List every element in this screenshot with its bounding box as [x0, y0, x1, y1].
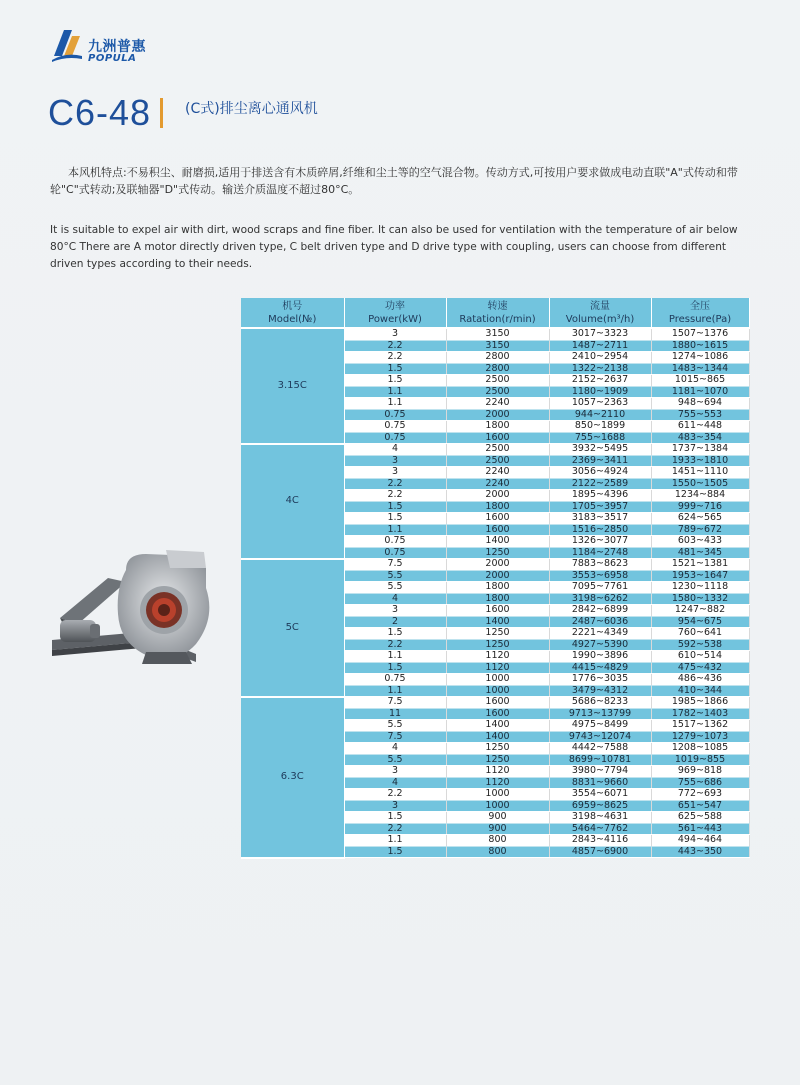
pressure-cell: 1247~882 [651, 605, 749, 617]
rotation-cell: 1120 [446, 662, 549, 674]
pressure-cell: 611~448 [651, 421, 749, 433]
rotation-cell: 2800 [446, 352, 549, 364]
rotation-cell: 1600 [446, 524, 549, 536]
model-cell: 5C [241, 559, 344, 697]
power-cell: 1.5 [344, 375, 446, 387]
power-cell: 3 [344, 455, 446, 467]
pressure-cell: 1208~1085 [651, 743, 749, 755]
pressure-cell: 1880~1615 [651, 340, 749, 352]
description-cn: 本风机特点:不易积尘、耐磨损,适用于排送含有木质碎屑,纤维和尘土等的空气混合物。传动方式,可按用户要求做成电动直联"A"式传动和带轮"C"式转动;及联轴器"D"式传动。输送介质温度不超过80°C。 [50, 166, 738, 196]
rotation-cell: 1250 [446, 743, 549, 755]
pressure-cell: 1181~1070 [651, 386, 749, 398]
power-cell: 3 [344, 605, 446, 617]
pressure-cell: 755~686 [651, 777, 749, 789]
header-power: 功率 Power(kW) [344, 298, 446, 328]
rotation-cell: 1120 [446, 777, 549, 789]
pressure-cell: 1279~1073 [651, 731, 749, 743]
rotation-cell: 2800 [446, 363, 549, 375]
title-divider [160, 98, 163, 128]
pressure-cell: 1274~1086 [651, 352, 749, 364]
rotation-cell: 1120 [446, 651, 549, 663]
pressure-cell: 1580~1332 [651, 593, 749, 605]
volume-cell: 9743~12074 [549, 731, 651, 743]
rotation-cell: 2500 [446, 444, 549, 456]
rotation-cell: 2240 [446, 478, 549, 490]
pressure-cell: 483~354 [651, 432, 749, 444]
volume-cell: 1057~2363 [549, 398, 651, 410]
pressure-cell: 561~443 [651, 823, 749, 835]
pressure-cell: 1782~1403 [651, 708, 749, 720]
rotation-cell: 900 [446, 812, 549, 824]
volume-cell: 2410~2954 [549, 352, 651, 364]
power-cell: 1.5 [344, 501, 446, 513]
pressure-cell: 772~693 [651, 789, 749, 801]
power-cell: 1.5 [344, 363, 446, 375]
pressure-cell: 481~345 [651, 547, 749, 559]
volume-cell: 2487~6036 [549, 616, 651, 628]
volume-cell: 1895~4396 [549, 490, 651, 502]
volume-cell: 2221~4349 [549, 628, 651, 640]
rotation-cell: 1000 [446, 685, 549, 697]
header-pressure: 全压 Pressure(Pa) [651, 298, 749, 328]
pressure-cell: 624~565 [651, 513, 749, 525]
volume-cell: 3056~4924 [549, 467, 651, 479]
rotation-cell: 1600 [446, 697, 549, 709]
page-title: C6-48 [48, 92, 152, 133]
rotation-cell: 1800 [446, 421, 549, 433]
rotation-cell: 2000 [446, 570, 549, 582]
table-header-row [241, 298, 749, 328]
rotation-cell: 2000 [446, 559, 549, 571]
power-cell: 3 [344, 800, 446, 812]
volume-cell: 1990~3896 [549, 651, 651, 663]
volume-cell: 3553~6958 [549, 570, 651, 582]
power-cell: 2.2 [344, 340, 446, 352]
brand-logo [50, 24, 160, 66]
rotation-cell: 1250 [446, 639, 549, 651]
rotation-cell: 1250 [446, 628, 549, 640]
rotation-cell: 1800 [446, 501, 549, 513]
power-cell: 0.75 [344, 409, 446, 421]
power-cell: 0.75 [344, 421, 446, 433]
rotation-cell: 1600 [446, 513, 549, 525]
pressure-cell: 954~675 [651, 616, 749, 628]
volume-cell: 3554~6071 [549, 789, 651, 801]
power-cell: 1.5 [344, 846, 446, 858]
rotation-cell: 1600 [446, 432, 549, 444]
brand-logo-icon [50, 26, 84, 62]
rotation-cell: 3150 [446, 340, 549, 352]
power-cell: 4 [344, 444, 446, 456]
pressure-cell: 1953~1647 [651, 570, 749, 582]
pressure-cell: 1507~1376 [651, 328, 749, 340]
pressure-cell: 1517~1362 [651, 720, 749, 732]
power-cell: 1.5 [344, 662, 446, 674]
volume-cell: 4927~5390 [549, 639, 651, 651]
pressure-cell: 969~818 [651, 766, 749, 778]
volume-cell: 3198~6262 [549, 593, 651, 605]
volume-cell: 8831~9660 [549, 777, 651, 789]
rotation-cell: 800 [446, 846, 549, 858]
power-cell: 5.5 [344, 570, 446, 582]
pressure-cell: 1521~1381 [651, 559, 749, 571]
volume-cell: 2843~4116 [549, 835, 651, 847]
volume-cell: 9713~13799 [549, 708, 651, 720]
power-cell: 1.5 [344, 513, 446, 525]
pressure-cell: 1015~865 [651, 375, 749, 387]
power-cell: 3 [344, 467, 446, 479]
rotation-cell: 1250 [446, 547, 549, 559]
power-cell: 4 [344, 743, 446, 755]
header-rotation: 转速 Ratation(r/min) [446, 298, 549, 328]
volume-cell: 2152~2637 [549, 375, 651, 387]
table-row [241, 444, 749, 456]
power-cell: 1.5 [344, 812, 446, 824]
pressure-cell: 1451~1110 [651, 467, 749, 479]
pressure-cell: 603~433 [651, 536, 749, 548]
pressure-cell: 1933~1810 [651, 455, 749, 467]
pressure-cell: 789~672 [651, 524, 749, 536]
model-cell: 3.15C [241, 328, 344, 444]
pressure-cell: 999~716 [651, 501, 749, 513]
pressure-cell: 1550~1505 [651, 478, 749, 490]
power-cell: 2.2 [344, 352, 446, 364]
pressure-cell: 486~436 [651, 674, 749, 686]
power-cell: 7.5 [344, 697, 446, 709]
rotation-cell: 2500 [446, 386, 549, 398]
power-cell: 1.1 [344, 386, 446, 398]
power-cell: 5.5 [344, 582, 446, 594]
table-row [241, 697, 749, 709]
power-cell: 2.2 [344, 823, 446, 835]
power-cell: 3 [344, 328, 446, 340]
pressure-cell: 592~538 [651, 639, 749, 651]
volume-cell: 3183~3517 [549, 513, 651, 525]
rotation-cell: 1400 [446, 536, 549, 548]
pressure-cell: 625~588 [651, 812, 749, 824]
pressure-cell: 410~344 [651, 685, 749, 697]
volume-cell: 7883~8623 [549, 559, 651, 571]
brand-name-en: POPULA [88, 53, 137, 64]
power-cell: 2.2 [344, 490, 446, 502]
rotation-cell: 1800 [446, 593, 549, 605]
volume-cell: 2369~3411 [549, 455, 651, 467]
volume-cell: 4975~8499 [549, 720, 651, 732]
volume-cell: 4415~4829 [549, 662, 651, 674]
volume-cell: 755~1688 [549, 432, 651, 444]
header-model: 机号 Model(№) [241, 298, 344, 328]
power-cell: 4 [344, 593, 446, 605]
rotation-cell: 1400 [446, 616, 549, 628]
spec-table-body [241, 328, 749, 858]
model-cell: 4C [241, 444, 344, 559]
volume-cell: 3980~7794 [549, 766, 651, 778]
pressure-cell: 475~432 [651, 662, 749, 674]
volume-cell: 8699~10781 [549, 754, 651, 766]
rotation-cell: 3150 [446, 328, 549, 340]
power-cell: 0.75 [344, 536, 446, 548]
power-cell: 1.5 [344, 628, 446, 640]
rotation-cell: 1400 [446, 731, 549, 743]
volume-cell: 1516~2850 [549, 524, 651, 536]
rotation-cell: 1800 [446, 582, 549, 594]
volume-cell: 5464~7762 [549, 823, 651, 835]
power-cell: 1.1 [344, 835, 446, 847]
volume-cell: 1705~3957 [549, 501, 651, 513]
power-cell: 7.5 [344, 559, 446, 571]
rotation-cell: 900 [446, 823, 549, 835]
volume-cell: 1776~3035 [549, 674, 651, 686]
rotation-cell: 800 [446, 835, 549, 847]
power-cell: 0.75 [344, 547, 446, 559]
volume-cell: 1487~2711 [549, 340, 651, 352]
pressure-cell: 1483~1344 [651, 363, 749, 375]
rotation-cell: 2500 [446, 375, 549, 387]
pressure-cell: 443~350 [651, 846, 749, 858]
volume-cell: 3198~4631 [549, 812, 651, 824]
volume-cell: 4442~7588 [549, 743, 651, 755]
pressure-cell: 948~694 [651, 398, 749, 410]
rotation-cell: 1120 [446, 766, 549, 778]
rotation-cell: 1600 [446, 708, 549, 720]
volume-cell: 1326~3077 [549, 536, 651, 548]
power-cell: 1.1 [344, 651, 446, 663]
rotation-cell: 1000 [446, 674, 549, 686]
pressure-cell: 755~553 [651, 409, 749, 421]
power-cell: 11 [344, 708, 446, 720]
rotation-cell: 1000 [446, 789, 549, 801]
volume-cell: 1322~2138 [549, 363, 651, 375]
power-cell: 2 [344, 616, 446, 628]
volume-cell: 2842~6899 [549, 605, 651, 617]
pressure-cell: 494~464 [651, 835, 749, 847]
table-row [241, 559, 749, 571]
page-subtitle: (C式)排尘离心通风机 [185, 101, 318, 117]
volume-cell: 4857~6900 [549, 846, 651, 858]
power-cell: 2.2 [344, 478, 446, 490]
rotation-cell: 1400 [446, 720, 549, 732]
fan-product-image [46, 548, 236, 678]
table-row [241, 328, 749, 340]
pressure-cell: 1019~855 [651, 754, 749, 766]
model-cell: 6.3C [241, 697, 344, 858]
power-cell: 2.2 [344, 789, 446, 801]
description-en: It is suitable to expel air with dirt, wood scraps and fine fiber. It can also be used for ventilation with the temperature of air below 80°C There are A motor directly driven type, C belt driven type and D drive type with coupling, users can choose from different driven types according to their needs. [50, 224, 738, 270]
pressure-cell: 760~641 [651, 628, 749, 640]
pressure-cell: 651~547 [651, 800, 749, 812]
rotation-cell: 2500 [446, 455, 549, 467]
pressure-cell: 1737~1384 [651, 444, 749, 456]
volume-cell: 6959~8625 [549, 800, 651, 812]
power-cell: 0.75 [344, 432, 446, 444]
header-volume: 流量 Volume(m³/h) [549, 298, 651, 328]
volume-cell: 5686~8233 [549, 697, 651, 709]
power-cell: 1.1 [344, 685, 446, 697]
power-cell: 4 [344, 777, 446, 789]
power-cell: 5.5 [344, 720, 446, 732]
volume-cell: 1180~1909 [549, 386, 651, 398]
volume-cell: 1184~2748 [549, 547, 651, 559]
power-cell: 5.5 [344, 754, 446, 766]
rotation-cell: 2240 [446, 398, 549, 410]
power-cell: 2.2 [344, 639, 446, 651]
volume-cell: 2122~2589 [549, 478, 651, 490]
power-cell: 7.5 [344, 731, 446, 743]
pressure-cell: 1985~1866 [651, 697, 749, 709]
pressure-cell: 1234~884 [651, 490, 749, 502]
pressure-cell: 610~514 [651, 651, 749, 663]
volume-cell: 3932~5495 [549, 444, 651, 456]
rotation-cell: 2000 [446, 409, 549, 421]
volume-cell: 850~1899 [549, 421, 651, 433]
rotation-cell: 2000 [446, 490, 549, 502]
volume-cell: 7095~7761 [549, 582, 651, 594]
volume-cell: 3017~3323 [549, 328, 651, 340]
rotation-cell: 1600 [446, 605, 549, 617]
rotation-cell: 2240 [446, 467, 549, 479]
power-cell: 3 [344, 766, 446, 778]
rotation-cell: 1250 [446, 754, 549, 766]
power-cell: 1.1 [344, 524, 446, 536]
volume-cell: 944~2110 [549, 409, 651, 421]
brand-name-cn: 九洲普惠 [88, 39, 146, 55]
volume-cell: 3479~4312 [549, 685, 651, 697]
rotation-cell: 1000 [446, 800, 549, 812]
pressure-cell: 1230~1118 [651, 582, 749, 594]
spec-table [241, 298, 750, 859]
power-cell: 1.1 [344, 398, 446, 410]
power-cell: 0.75 [344, 674, 446, 686]
